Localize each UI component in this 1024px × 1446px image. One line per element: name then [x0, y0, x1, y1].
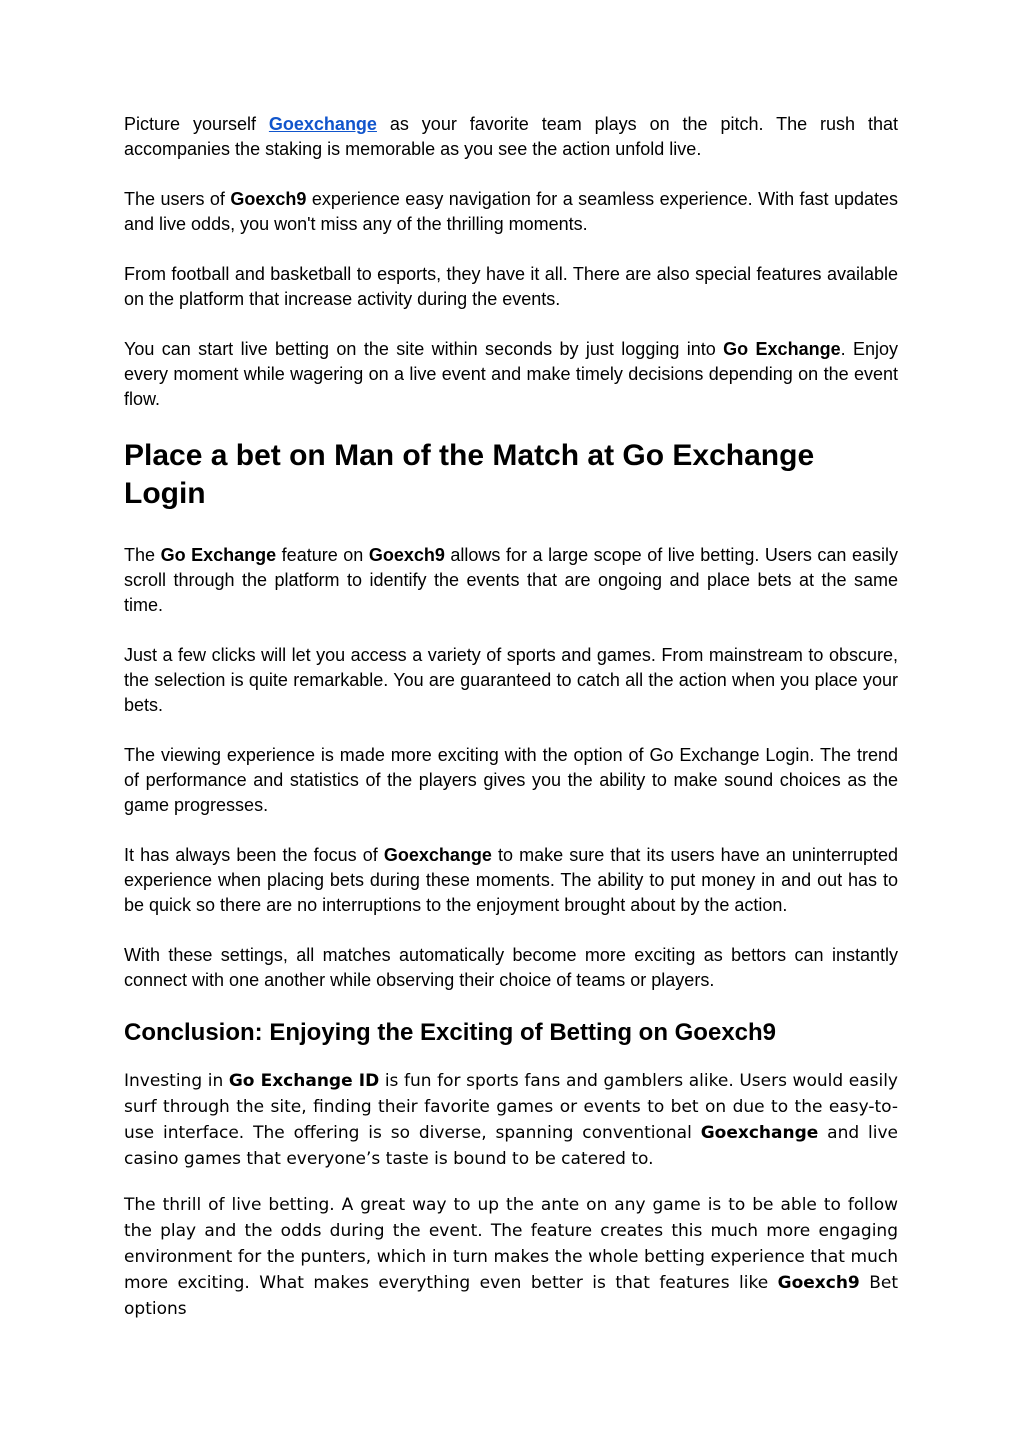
conclusion-section — [124, 1068, 898, 1322]
text-segment: It has always been the focus of — [124, 845, 384, 865]
bold-term: Goexch9 — [777, 1273, 860, 1293]
text-segment: allows for a large scope of live betting. Users can easily scroll through the platform to identify the events that are ongoing and place bets at the same time. — [124, 545, 898, 615]
section-heading-man-of-the-match: Place a bet on Man of the Match at Go Exchange Login — [124, 439, 815, 510]
intro-paragraph-2 — [124, 187, 898, 237]
intro-paragraph-1 — [124, 112, 898, 162]
text-segment: feature on — [276, 545, 369, 565]
text-segment: The — [124, 545, 161, 565]
section1-paragraph-1 — [124, 543, 898, 618]
text-segment: Bet options — [124, 1273, 898, 1319]
bold-term: Go Exchange — [723, 339, 841, 359]
text-segment: is fun for sports fans and gamblers alike. Users would easily surf through the site, finding their favorite games or events to bet on due to the easy-to-use interface. The offering is so diverse, spanning conventional — [124, 1071, 898, 1143]
text-segment: experience easy navigation for a seamless experience. With fast updates and live odds, you won't miss any of the thrilling moments. — [124, 189, 899, 234]
conclusion-paragraph-2 — [124, 1192, 898, 1322]
bold-term: Goexchange — [700, 1123, 819, 1143]
text-segment: Investing in — [124, 1071, 229, 1091]
text-segment: to make sure that its users have an uninterrupted experience when placing bets during these moments. The ability to put money in and out has to be quick so there are no interruptions to the enjoyment brought about by the action. — [124, 845, 898, 915]
bold-term: Goexch9 — [230, 189, 307, 209]
section1-paragraph-4 — [124, 843, 898, 918]
bold-term: Goexch9 — [368, 545, 445, 565]
conclusion-paragraph-1 — [124, 1068, 898, 1172]
intro-paragraph-4 — [124, 337, 898, 412]
bold-term: Go Exchange ID — [228, 1071, 380, 1091]
goexchange-link[interactable]: Goexchange — [268, 114, 377, 134]
section1-paragraph-2: Just a few clicks will let you access a variety of sports and games. From mainstream to obscure, the selection is quite remarkable. You are guaranteed to catch all the action when you place your bets. — [124, 645, 898, 715]
text-segment: . Enjoy every moment while wagering on a live event and make timely decisions depending on the event flow. — [124, 339, 898, 409]
text-segment: The users of — [124, 189, 231, 209]
text-segment: as your favorite team plays on the pitch. The rush that accompanies the staking is memorable as you see the action unfold live. — [124, 114, 898, 159]
bold-term: Go Exchange — [160, 545, 277, 565]
bold-term: Goexchange — [383, 845, 492, 865]
section1-paragraph-5: With these settings, all matches automatically become more exciting as bettors can instantly connect with one another while observing their choice of teams or players. — [124, 945, 898, 990]
intro-paragraph-3: From football and basketball to esports, they have it all. There are also special features available on the platform that increase activity during the events. — [124, 264, 898, 309]
text-segment: The thrill of live betting. A great way to up the ante on any game is to be able to follow the play and the odds during the event. The feature creates this much more engaging environment for the punters, which in turn makes the whole betting experience that much more exciting. What makes everything even better is that features like — [124, 1195, 898, 1293]
text-segment: and live casino games that everyone’s taste is bound to be catered to. — [124, 1123, 899, 1169]
section-heading-conclusion: Conclusion: Enjoying the Exciting of Betting on Goexch9 — [124, 1019, 777, 1046]
document-page — [124, 112, 898, 1342]
text-segment: Picture yourself — [124, 114, 269, 134]
section1-paragraph-3: The viewing experience is made more exciting with the option of Go Exchange Login. The trend of performance and statistics of the players gives you the ability to make sound choices as the game progresses. — [124, 745, 898, 815]
text-segment: You can start live betting on the site within seconds by just logging into — [124, 339, 724, 359]
